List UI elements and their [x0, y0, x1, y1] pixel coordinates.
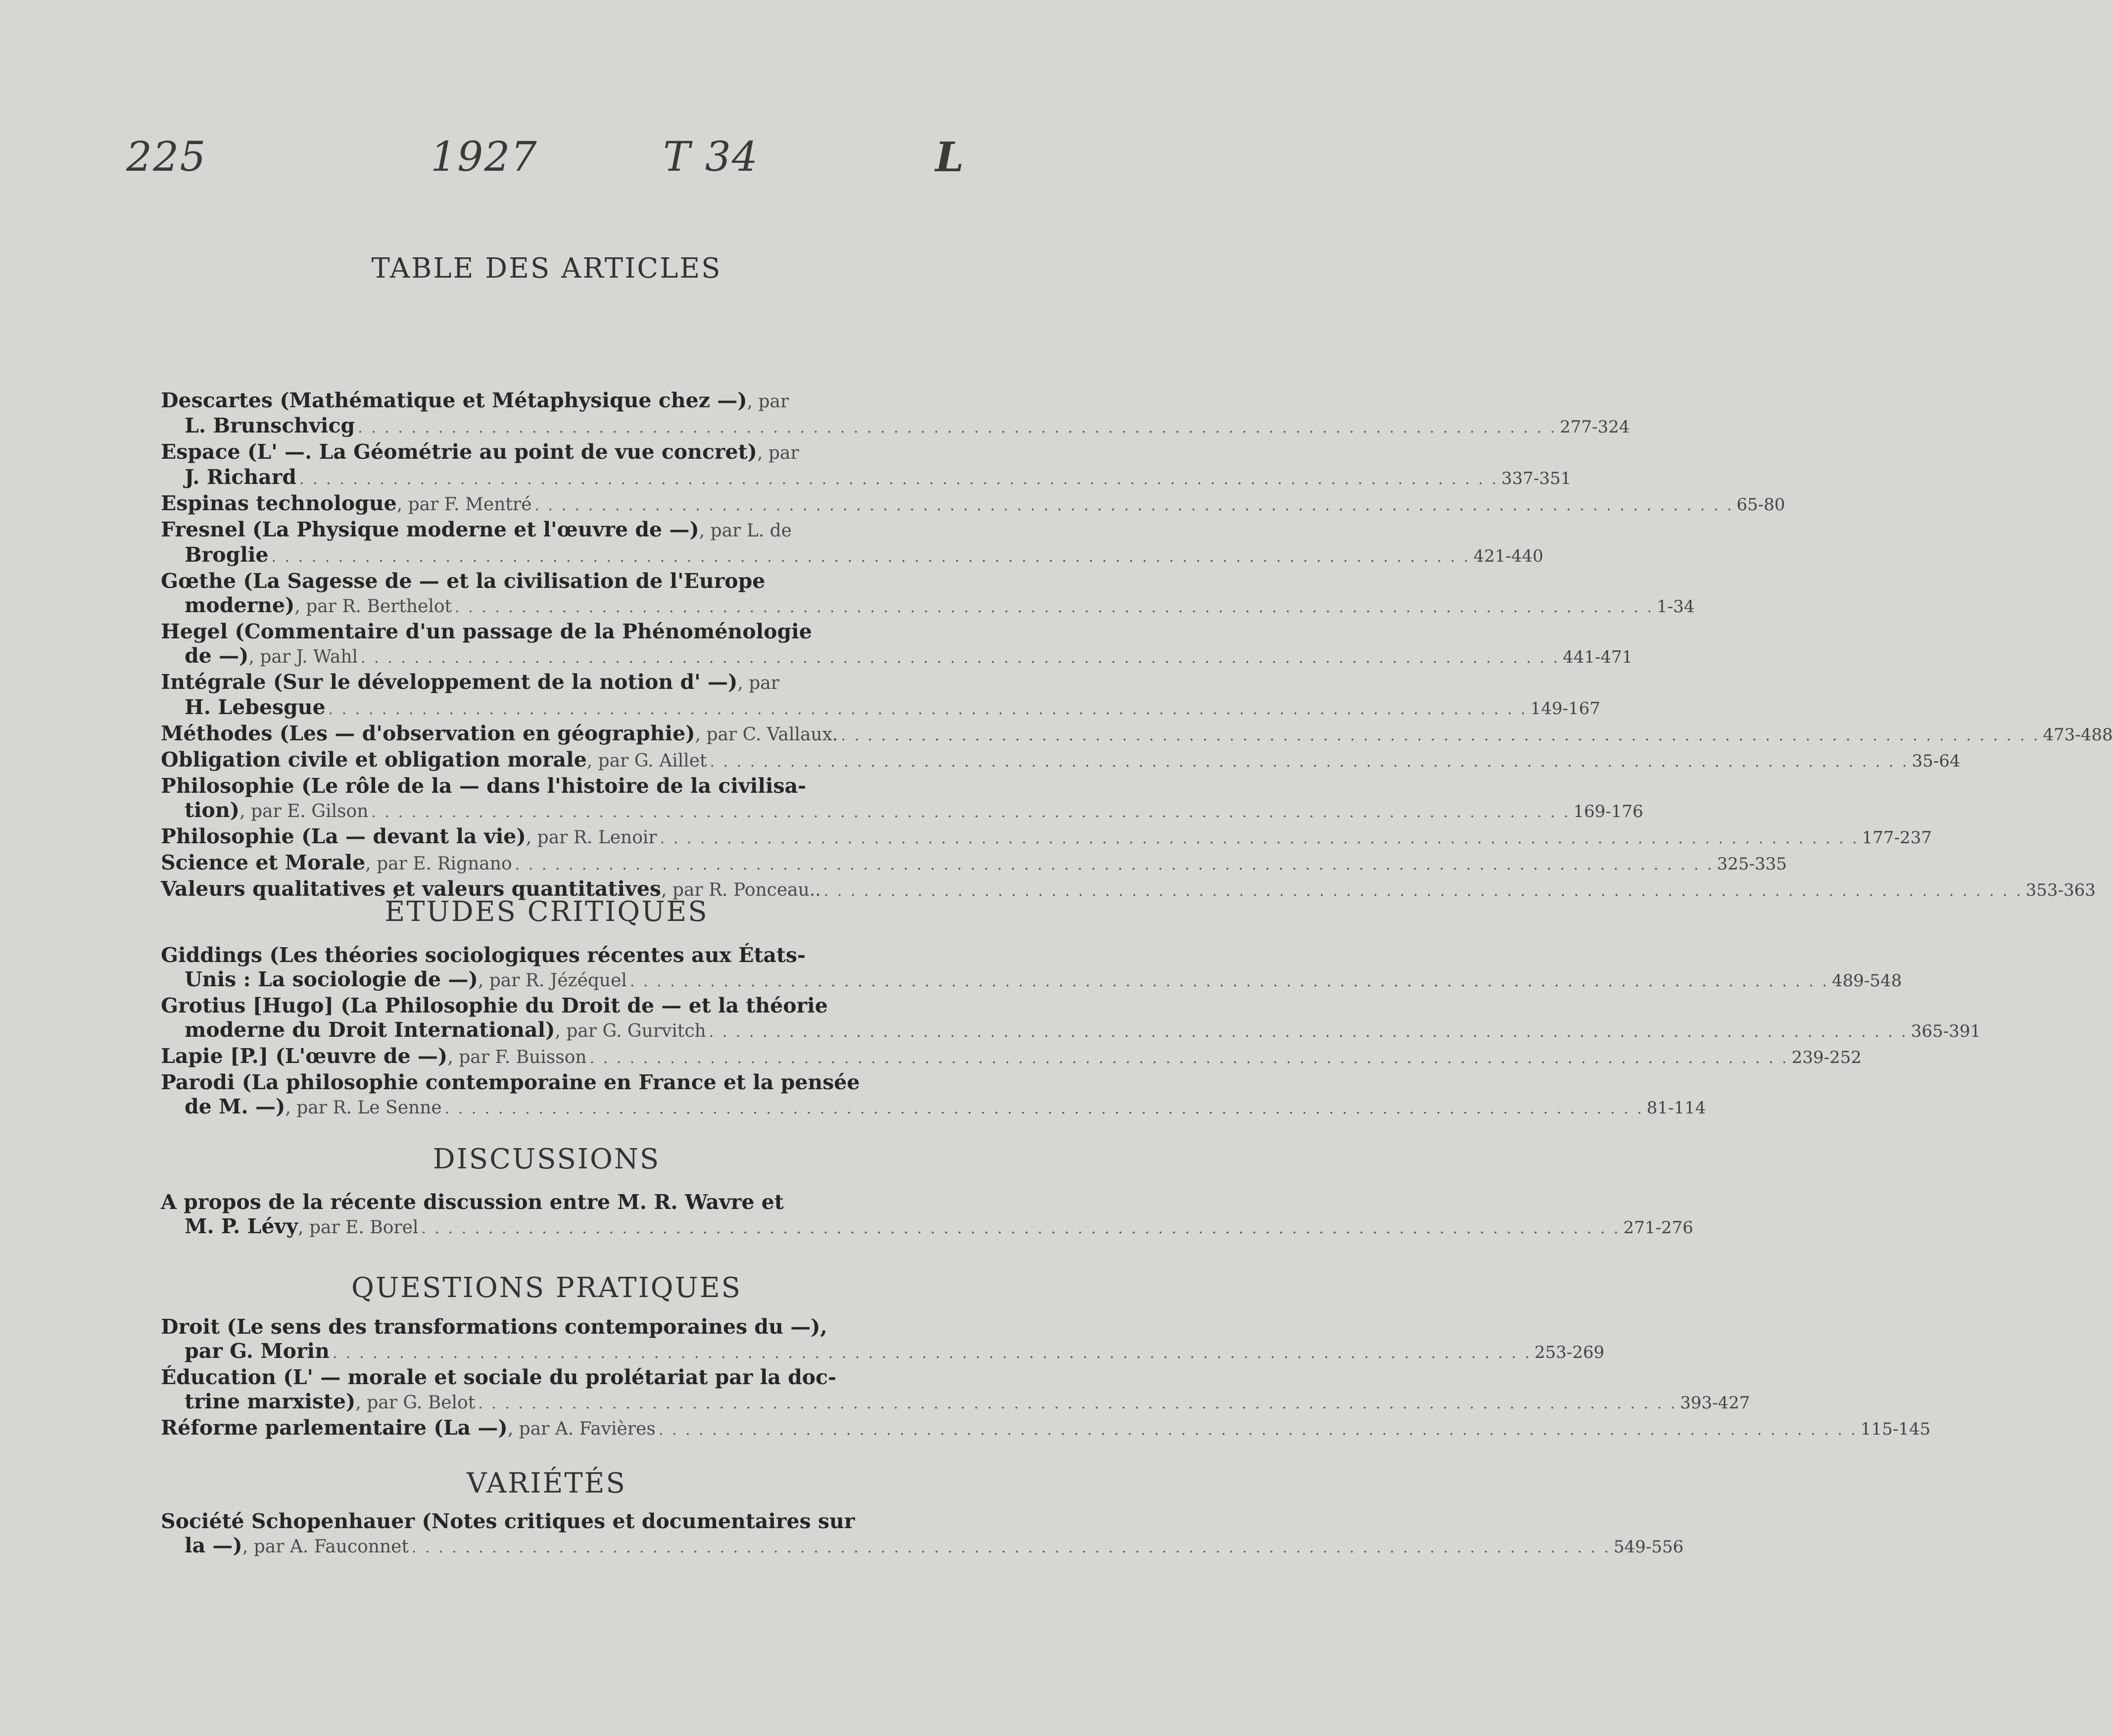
entry-heading: Valeurs qualitatives et valeurs quantitatives, par R. Ponceau.. [161, 877, 821, 901]
entry-pages: 421-440 [1473, 546, 1543, 566]
entry-heading: Droit (Le sens des transformations contemporaines du —), [161, 1315, 827, 1339]
section-title: QUESTIONS PRATIQUES [351, 1272, 742, 1304]
entry-continuation: Broglie [185, 543, 269, 567]
entry-continuation: moderne du Droit International), par G. Gurvitch [185, 1018, 706, 1042]
leader-dots: . . . . . . . . . . . . . . . . . . . . . . . . . . . . . . . . . . . . . . . . . . . . . . . . . . . . . . . . . . . . . . . . . . . . . . . . . . . . . . . . . . . . . . . . . . [411, 1539, 1611, 1556]
leader-dots: . . . . . . . . . . . . . . . . . . . . . . . . . . . . . . . . . . . . . . . . . . . . . . . . . . . . . . . . . . . . . . . . . . . . . . . . . . . . . . . . . . . . . . . . . . [589, 1050, 1789, 1067]
section-title: VARIÉTÉS [467, 1467, 626, 1499]
entry-pages: 365-391 [1911, 1021, 1981, 1041]
entry-heading: Société Schopenhauer (Notes critiques et documentaires sur [161, 1509, 855, 1533]
leader-dots: . . . . . . . . . . . . . . . . . . . . . . . . . . . . . . . . . . . . . . . . . . . . . . . . . . . . . . . . . . . . . . . . . . . . . . . . . . . . . . . . . . . . . . . . . . [515, 856, 1714, 873]
leader-dots: . . . . . . . . . . . . . . . . . . . . . . . . . . . . . . . . . . . . . . . . . . . . . . . . . . . . . . . . . . . . . . . . . . . . . . . . . . . . . . . . . . . . . . . . . . [299, 471, 1498, 488]
toc-entry [161, 748, 1961, 774]
entry-pages: 353-363 [2025, 880, 2096, 900]
entry-heading: Philosophie (La — devant la vie), par R. Lenoir [161, 824, 657, 848]
leader-dots: . . . . . . . . . . . . . . . . . . . . . . . . . . . . . . . . . . . . . . . . . . . . . . . . . . . . . . . . . . . . . . . . . . . . . . . . . . . . . . . . . . . . . . . . . . [629, 973, 1829, 990]
entry-continuation: M. P. Lévy, par E. Borel [185, 1214, 419, 1238]
handwritten-volume: T 34 [663, 134, 759, 181]
leader-dots: . . . . . . . . . . . . . . . . . . . . . . . . . . . . . . . . . . . . . . . . . . . . . . . . . . . . . . . . . . . . . . . . . . . . . . . . . . . . . . . . . . . . . . . . . . [271, 548, 1471, 566]
entry-heading: Réforme parlementaire (La —), par A. Favières [161, 1416, 656, 1440]
toc-entry [161, 943, 1902, 994]
section-entries [161, 1190, 1693, 1241]
toc-entry [161, 994, 1981, 1044]
leader-dots: . . . . . . . . . . . . . . . . . . . . . . . . . . . . . . . . . . . . . . . . . . . . . . . . . . . . . . . . . . . . . . . . . . . . . . . . . . . . . . . . . . . . . . . . . . [709, 1023, 1908, 1041]
entry-heading: Philosophie (Le rôle de la — dans l'histoire de la civilisa- [161, 774, 807, 798]
leader-dots: . . . . . . . . . . . . . . . . . . . . . . . . . . . . . . . . . . . . . . . . . . . . . . . . . . . . . . . . . . . . . . . . . . . . . . . . . . . . . . . . . . . . . . . . . . [658, 1421, 1858, 1439]
entry-heading: Giddings (Les théories sociologiques récentes aux États- [161, 943, 806, 967]
entry-pages: 393-427 [1680, 1393, 1750, 1413]
entry-continuation: par G. Morin [185, 1339, 330, 1363]
entry-pages: 253-269 [1534, 1343, 1605, 1362]
entry-heading: Hegel (Commentaire d'un passage de la Phénoménologie [161, 620, 812, 643]
section-entries [161, 388, 2113, 903]
entry-continuation: de M. —), par R. Le Senne [185, 1095, 442, 1118]
entry-heading: Descartes (Mathématique et Métaphysique chez —), par [161, 388, 789, 412]
section-title: TABLE DES ARTICLES [371, 252, 722, 285]
toc-entry [161, 1509, 1684, 1560]
entry-heading: Gœthe (La Sagesse de — et la civilisation de l'Europe [161, 569, 766, 593]
entry-pages: 177-237 [1862, 828, 1932, 848]
entry-continuation: de —), par J. Wahl [185, 644, 358, 668]
handwritten-number: 225 [126, 134, 207, 181]
section-entries [161, 1315, 1931, 1442]
entry-heading: Espace (L' —. La Géométrie au point de vue concret), par [161, 440, 799, 464]
leader-dots: . . . . . . . . . . . . . . . . . . . . . . . . . . . . . . . . . . . . . . . . . . . . . . . . . . . . . . . . . . . . . . . . . . . . . . . . . . . . . . . . . . . . . . . . . . [358, 419, 1557, 436]
entry-heading: Éducation (L' — morale et sociale du prolétariat par la doc- [161, 1365, 837, 1389]
toc-entry [161, 569, 1695, 620]
entry-pages: 489-548 [1831, 971, 1902, 991]
entry-pages: 149-167 [1530, 699, 1600, 719]
entry-pages: 65-80 [1736, 495, 1785, 515]
toc-entry [161, 851, 1787, 877]
toc-entry [161, 1070, 1706, 1121]
entry-pages: 271-276 [1623, 1218, 1693, 1238]
entry-pages: 325-335 [1717, 854, 1787, 874]
entry-heading: Intégrale (Sur le développement de la notion d' —), par [161, 670, 779, 694]
toc-entry [161, 1190, 1693, 1241]
leader-dots: . . . . . . . . . . . . . . . . . . . . . . . . . . . . . . . . . . . . . . . . . . . . . . . . . . . . . . . . . . . . . . . . . . . . . . . . . . . . . . . . . . . . . . . . . . [710, 753, 1909, 771]
toc-entry [161, 1416, 1931, 1442]
leader-dots: . . . . . . . . . . . . . . . . . . . . . . . . . . . . . . . . . . . . . . . . . . . . . . . . . . . . . . . . . . . . . . . . . . . . . . . . . . . . . . . . . . . . . . . . . . [371, 804, 1571, 821]
entry-heading: Obligation civile et obligation morale, par G. Aillet [161, 748, 707, 772]
toc-entry [161, 824, 1932, 851]
toc-entry [161, 774, 1643, 824]
toc-entry [161, 722, 2113, 748]
entry-pages: 169-176 [1573, 802, 1643, 821]
entry-heading: Parodi (La philosophie contemporaine en France et la pensée [161, 1070, 860, 1094]
toc-entry [161, 620, 1633, 670]
leader-dots: . . . . . . . . . . . . . . . . . . . . . . . . . . . . . . . . . . . . . . . . . . . . . . . . . . . . . . . . . . . . . . . . . . . . . . . . . . . . . . . . . . . . . . . . . . [841, 727, 2040, 744]
section-entries [161, 1509, 1684, 1560]
entry-continuation: tion), par E. Gilson [185, 798, 369, 822]
leader-dots: . . . . . . . . . . . . . . . . . . . . . . . . . . . . . . . . . . . . . . . . . . . . . . . . . . . . . . . . . . . . . . . . . . . . . . . . . . . . . . . . . . . . . . . . . . [421, 1220, 1621, 1237]
section-title: DISCUSSIONS [432, 1143, 661, 1175]
entry-heading: Méthodes (Les — d'observation en géographie), par C. Vallaux. [161, 722, 838, 745]
leader-dots: . . . . . . . . . . . . . . . . . . . . . . . . . . . . . . . . . . . . . . . . . . . . . . . . . . . . . . . . . . . . . . . . . . . . . . . . . . . . . . . . . . . . . . . . . . [444, 1100, 1644, 1117]
entry-pages: 35-64 [1912, 751, 1961, 771]
entry-continuation: moderne), par R. Berthelot [185, 593, 452, 617]
entry-pages: 337-351 [1501, 469, 1572, 488]
toc-entry [161, 1044, 1862, 1070]
entry-heading: Espinas technologue, par F. Mentré [161, 491, 532, 515]
toc-entry [161, 518, 1543, 569]
leader-dots: . . . . . . . . . . . . . . . . . . . . . . . . . . . . . . . . . . . . . . . . . . . . . . . . . . . . . . . . . . . . . . . . . . . . . . . . . . . . . . . . . . . . . . . . . . [455, 599, 1654, 616]
toc-entry [161, 440, 1572, 491]
entry-continuation: trine marxiste), par G. Belot [185, 1390, 476, 1413]
entry-pages: 277-324 [1560, 417, 1630, 437]
entry-heading: Fresnel (La Physique moderne et l'œuvre de —), par L. de [161, 518, 792, 541]
leader-dots: . . . . . . . . . . . . . . . . . . . . . . . . . . . . . . . . . . . . . . . . . . . . . . . . . . . . . . . . . . . . . . . . . . . . . . . . . . . . . . . . . . . . . . . . . . [478, 1395, 1678, 1412]
section-title: ÉTUDES CRITIQUES [384, 896, 709, 928]
toc-entry [161, 491, 1785, 518]
entry-pages: 549-556 [1613, 1537, 1684, 1557]
entry-heading: Science et Morale, par E. Rignano [161, 851, 512, 874]
handwritten-year: 1927 [431, 134, 538, 181]
entry-continuation: L. Brunschvicg [185, 414, 355, 437]
entry-continuation: la —), par A. Fauconnet [185, 1534, 409, 1557]
leader-dots: . . . . . . . . . . . . . . . . . . . . . . . . . . . . . . . . . . . . . . . . . . . . . . . . . . . . . . . . . . . . . . . . . . . . . . . . . . . . . . . . . . . . . . . . . . [660, 830, 1859, 847]
entry-pages: 473-488 [2043, 725, 2113, 745]
entry-continuation: J. Richard [185, 465, 297, 489]
leader-dots: . . . . . . . . . . . . . . . . . . . . . . . . . . . . . . . . . . . . . . . . . . . . . . . . . . . . . . . . . . . . . . . . . . . . . . . . . . . . . . . . . . . . . . . . . . [534, 497, 1734, 514]
leader-dots: . . . . . . . . . . . . . . . . . . . . . . . . . . . . . . . . . . . . . . . . . . . . . . . . . . . . . . . . . . . . . . . . . . . . . . . . . . . . . . . . . . . . . . . . . . [823, 882, 2023, 900]
leader-dots: . . . . . . . . . . . . . . . . . . . . . . . . . . . . . . . . . . . . . . . . . . . . . . . . . . . . . . . . . . . . . . . . . . . . . . . . . . . . . . . . . . . . . . . . . . [361, 649, 1560, 667]
handwritten-letter: L [935, 134, 965, 181]
entry-heading: A propos de la récente discussion entre M. R. Wavre et [161, 1190, 784, 1214]
entry-continuation: H. Lebesgue [185, 695, 326, 719]
entry-heading: Lapie [P.] (L'œuvre de —), par F. Buisson [161, 1044, 587, 1068]
toc-entry [161, 1365, 1750, 1416]
entry-pages: 1-34 [1656, 597, 1695, 617]
toc-entry [161, 1315, 1605, 1365]
toc-entry [161, 388, 1630, 440]
entry-continuation: Unis : La sociologie de —), par R. Jézéquel [185, 967, 627, 991]
entry-pages: 81-114 [1646, 1098, 1706, 1118]
entry-pages: 441-471 [1563, 647, 1633, 667]
section-entries [161, 943, 1981, 1121]
entry-heading: Grotius [Hugo] (La Philosophie du Droit de — et la théorie [161, 994, 828, 1017]
entry-pages: 115-145 [1860, 1419, 1931, 1439]
toc-entry [161, 670, 1600, 722]
leader-dots: . . . . . . . . . . . . . . . . . . . . . . . . . . . . . . . . . . . . . . . . . . . . . . . . . . . . . . . . . . . . . . . . . . . . . . . . . . . . . . . . . . . . . . . . . . [328, 701, 1528, 718]
entry-pages: 239-252 [1791, 1048, 1862, 1067]
leader-dots: . . . . . . . . . . . . . . . . . . . . . . . . . . . . . . . . . . . . . . . . . . . . . . . . . . . . . . . . . . . . . . . . . . . . . . . . . . . . . . . . . . . . . . . . . . [332, 1345, 1532, 1362]
